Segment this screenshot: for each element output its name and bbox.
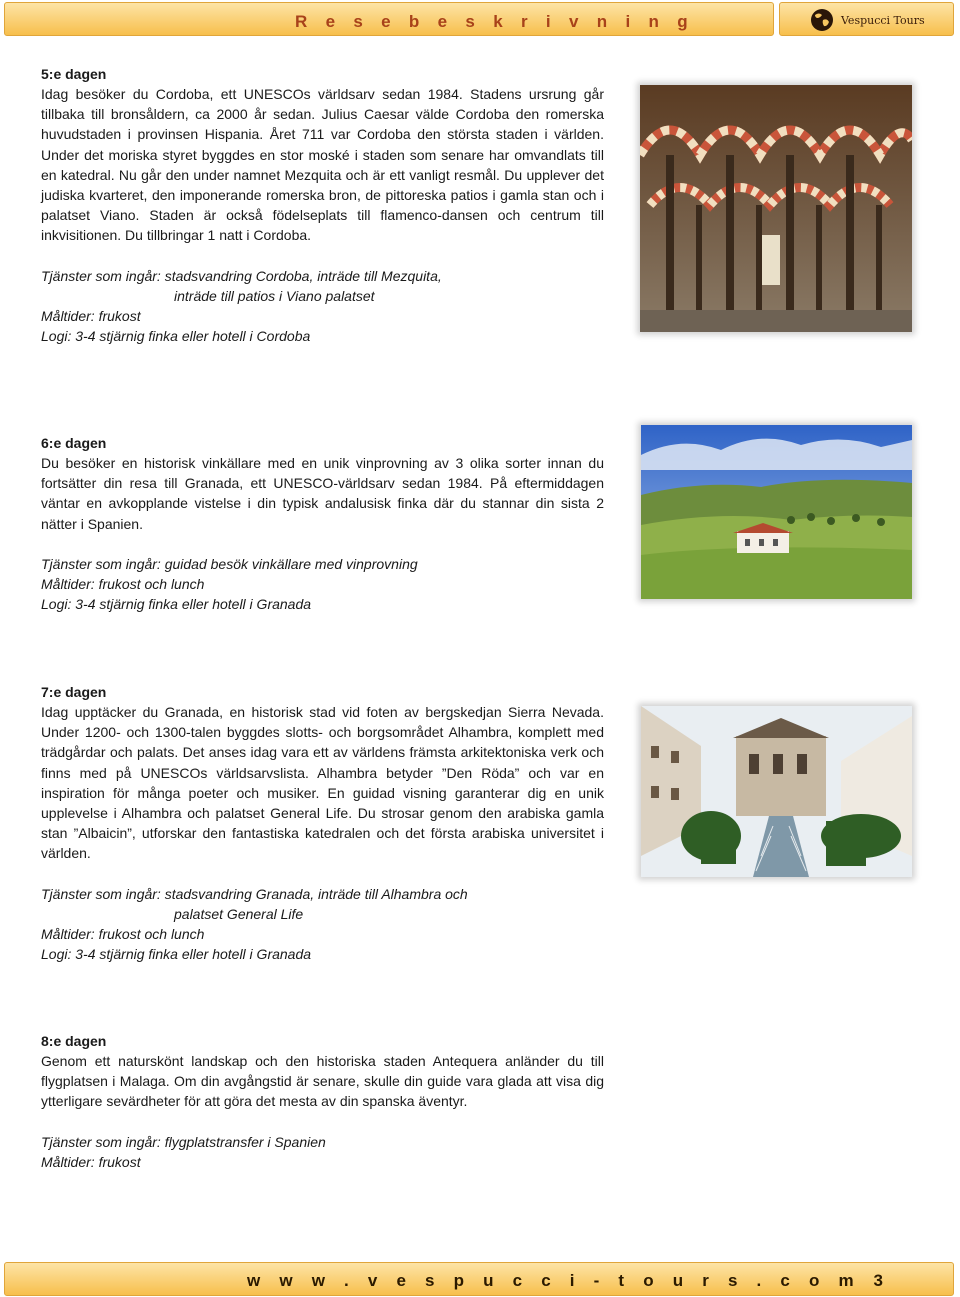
- day-5-section: [41, 64, 604, 346]
- services-line: Tjänster som ingår: flygplatstransfer i Spanien: [41, 1133, 326, 1150]
- meals-line: Måltider: frukost och lunch: [41, 926, 205, 943]
- day-title: 6:e dagen: [41, 435, 107, 451]
- day-title: 8:e dagen: [41, 1033, 107, 1049]
- meals-line: Måltider: frukost: [41, 308, 141, 325]
- day-description: Du besöker en historisk vinkällare med en unik vinprovning av 3 olika sorter innan du fortsätter din resa till Granada, ett UNESCO-världsarv sedan 1984. På eftermiddagen väntar en avkopplande vistelse i din typisk andalusisk finka där du stannar din sista 2 nätter i Spanien.: [41, 455, 604, 532]
- logo: [779, 2, 954, 36]
- finca-landscape-photo: [641, 425, 912, 599]
- page-title: R e s e b e s k r i v n i n g: [295, 12, 695, 31]
- header-bar: [4, 2, 774, 36]
- services-line-continued: palatset General Life: [174, 905, 304, 922]
- day-6-section: [41, 433, 604, 614]
- lodging-line: Logi: 3-4 stjärnig finka eller hotell i Granada: [41, 946, 312, 963]
- day-8-section: [41, 1031, 604, 1172]
- day-description: Idag upptäcker du Granada, en historisk stad vid foten av bergskedjan Sierra Nevada. Under 1200- och 1300-talen byggdes slotts- och borgsområdet Alhambra, komplett med trädgårdar och palats. Det anses idag vara ett av världens främsta arkitektoniska verk och finns med på UNESCOs världsarvslista. Alhambra betyder ”Den Röda” och var en inspiration för många poeter och musiker. En guidad visning garanterar dig en unik upplevelse i Alhambra och palatset General Life. Du strosar genom den arabiska gamla stan ”Albaicin”, utforskar den fantastiska katedralen och det första arabiska universitet i världen.: [41, 704, 604, 862]
- globe-icon: [810, 8, 834, 32]
- logo-text: Vespucci Tours: [841, 14, 925, 27]
- services-line: Tjänster som ingår: guidad besök vinkällare med vinprovning: [41, 555, 418, 572]
- day-description: Idag besöker du Cordoba, ett UNESCOs världsarv sedan 1984. Stadens ursrung går tillbaka till bronsåldern, ca 2000 år sedan. Julius Caesar välde Cordoba den romerska huvudstaden i provinsen Hispania. Året 711 var Cordoba den största staden i världen. Under det moriska styret byggdes en stor moské i staden som senare har omvandlats till en katedral. Nu går den under namnet Mezquita och är ett vanligt resmål. Du upplever det judiska kvarteret, den imponerande romerska bron, de pittoreska patios i gamla stan och i palatset Viano. Staden är också födelseplats till flamenco-dansen och centrum till inkvisitionen. Du tillbringar 1 natt i Cordoba.: [41, 86, 604, 244]
- lodging-line: Logi: 3-4 stjärnig finka eller hotell i Granada: [41, 596, 312, 613]
- lodging-line: Logi: 3-4 stjärnig finka eller hotell i Cordoba: [41, 328, 311, 345]
- alhambra-generalife-photo: [641, 706, 912, 877]
- day-info: [41, 266, 604, 347]
- day-title: 5:e dagen: [41, 66, 107, 82]
- website-url: w w w . v e s p u c c i - t o u r s . c o m: [247, 1271, 861, 1290]
- footer-bar: [4, 1262, 954, 1296]
- day-title: 7:e dagen: [41, 684, 107, 700]
- page-number: 3: [873, 1271, 883, 1290]
- services-line: Tjänster som ingår: stadsvandring Granada, inträde till Alhambra och: [41, 885, 468, 902]
- services-line-continued: inträde till patios i Viano palatset: [174, 287, 375, 304]
- meals-line: Måltider: frukost: [41, 1153, 141, 1170]
- mezquita-photo: [640, 85, 912, 332]
- services-line: Tjänster som ingår: stadsvandring Cordoba, inträde till Mezquita,: [41, 267, 442, 284]
- day-7-section: [41, 682, 604, 964]
- day-info: [41, 1132, 604, 1172]
- day-info: [41, 884, 604, 965]
- day-info: [41, 554, 604, 615]
- day-description: Genom ett naturskönt landskap och den historiska staden Antequera anländer du till flygplatsen i Malaga. Om din avgångstid är senare, skulle din guide vara glada att visa dig ytterligare sevärdheter för att göra det mesta av din spanska äventyr.: [41, 1053, 604, 1110]
- meals-line: Måltider: frukost och lunch: [41, 576, 205, 593]
